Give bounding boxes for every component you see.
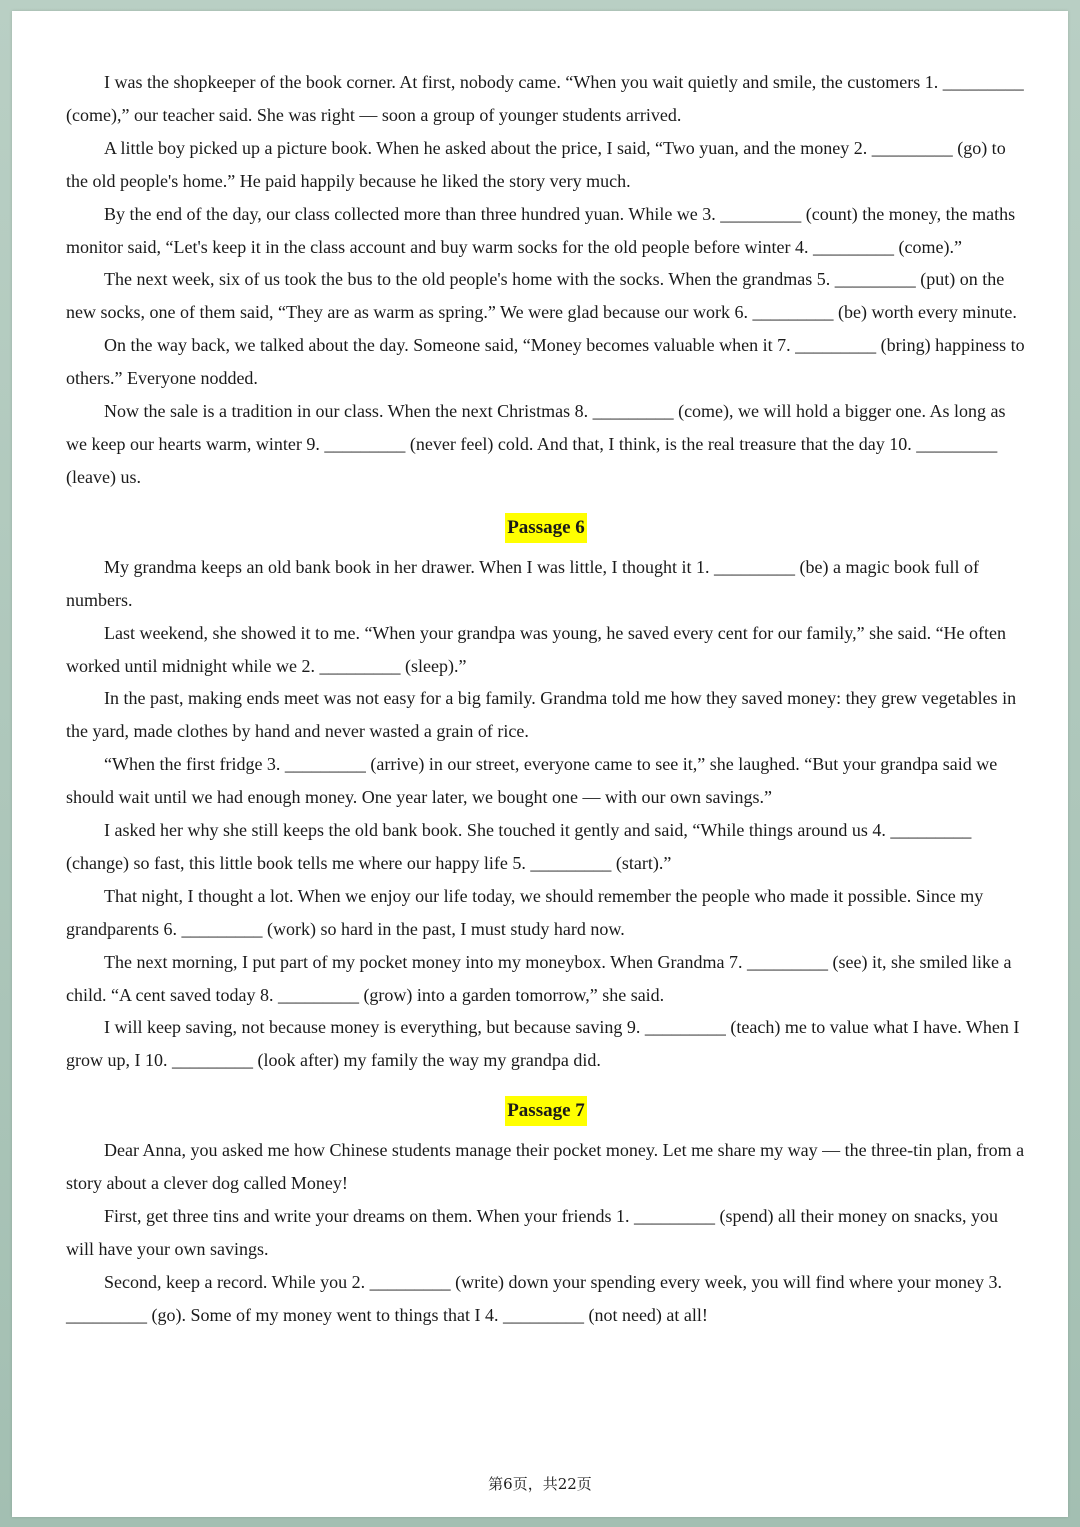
paragraph: Now the sale is a tradition in our class. When the next Christmas 8. _________ (come), we will hold a bigger one. As long as we keep our hearts warm, winter 9. _________ (never feel) cold. And that, I think, is the real treasure that the day 10. _________ (leave) us. — [66, 401, 1006, 487]
page-content — [66, 66, 1026, 1332]
paragraph: The next morning, I put part of my pocket money into my moneybox. When Grandma 7. _________ (see) it, she smiled like a child. “A cent saved today 8. _________ (grow) into a garden tomorrow,” she said. — [66, 951, 1012, 1005]
paragraph: A little boy picked up a picture book. When he asked about the price, I said, “Two yuan, and the money 2. _________ (go) to the old people's home.” He paid happily because he liked the story very much. — [66, 137, 1006, 191]
passage-heading-wrap — [66, 1095, 1026, 1126]
paragraph: “When the first fridge 3. _________ (arrive) in our street, everyone came to see it,” she laughed. “But your grandpa said we should wait until we had enough money. One year later, we bought one — with our own savings.” — [66, 754, 998, 808]
paragraph: I asked her why she still keeps the old bank book. She touched it gently and said, “While things around us 4. _________ (change) so fast, this little book tells me where our happy life 5. _________ (start).” — [66, 820, 972, 873]
paragraph: First, get three tins and write your dreams on them. When your friends 1. _________ (spend) all their money on snacks, you will have your own savings. — [66, 1206, 998, 1259]
paragraph: I will keep saving, not because money is everything, but because saving 9. _________ (teach) me to value what I have. When I grow up, I 10. _________ (look after) my family the way my grandpa did. — [66, 1017, 1020, 1071]
paragraph: Second, keep a record. While you 2. _________ (write) down your spending every week, you will find where your money 3. _________ (go). Some of my money went to things that I 4. _________ (not need) at all! — [66, 1271, 1002, 1325]
paragraph: In the past, making ends meet was not easy for a big family. Grandma told me how they saved money: they grew vegetables in the yard, made clothes by hand and never wasted a grain of rice. — [66, 688, 1017, 742]
document-page — [12, 11, 1068, 1517]
passage-7-title: Passage 7 — [505, 1096, 587, 1126]
paragraph: I was the shopkeeper of the book corner. At first, nobody came. “When you wait quietly and smile, the customers 1. _________ (come),” our teacher said. She was right — soon a group of younger students arrived. — [66, 72, 1024, 125]
passage-7 — [66, 1095, 1026, 1331]
paragraph: By the end of the day, our class collected more than three hundred yuan. While we 3. _________ (count) the money, the maths monitor said, “Let's keep it in the class account and buy warm socks for the old people before winter 4. _________ (come).” — [66, 203, 1016, 257]
passage-6 — [66, 512, 1026, 1078]
paragraph: The next week, six of us took the bus to the old people's home with the socks. When the grandmas 5. _________ (put) on the new socks, one of them said, “They are as warm as spring.” We were glad because our work 6. _________ (be) worth every minute. — [66, 269, 1017, 323]
page-number-footer: 第6页，共22页 — [488, 1475, 592, 1493]
passage-6-title: Passage 6 — [505, 513, 587, 543]
paragraph: My grandma keeps an old bank book in her drawer. When I was little, I thought it 1. _________ (be) a magic book full of numbers. — [66, 556, 979, 610]
paragraph: That night, I thought a lot. When we enjoy our life today, we should remember the people who made it possible. Since my grandparents 6. _________ (work) so hard in the past, I must study hard now. — [66, 885, 984, 939]
passage-heading-wrap — [66, 512, 1026, 543]
paragraph: Dear Anna, you asked me how Chinese students manage their pocket money. Let me share my way — the three-tin plan, from a story about a clever dog called Money! — [66, 1140, 1025, 1194]
paragraph: Last weekend, she showed it to me. “When your grandpa was young, he saved every cent for our family,” she said. “He often worked until midnight while we 2. _________ (sleep).” — [66, 622, 1007, 676]
passage-5-continued — [66, 66, 1026, 494]
paragraph: On the way back, we talked about the day. Someone said, “Money becomes valuable when it 7. _________ (bring) happiness to others.” Everyone nodded. — [66, 335, 1025, 389]
